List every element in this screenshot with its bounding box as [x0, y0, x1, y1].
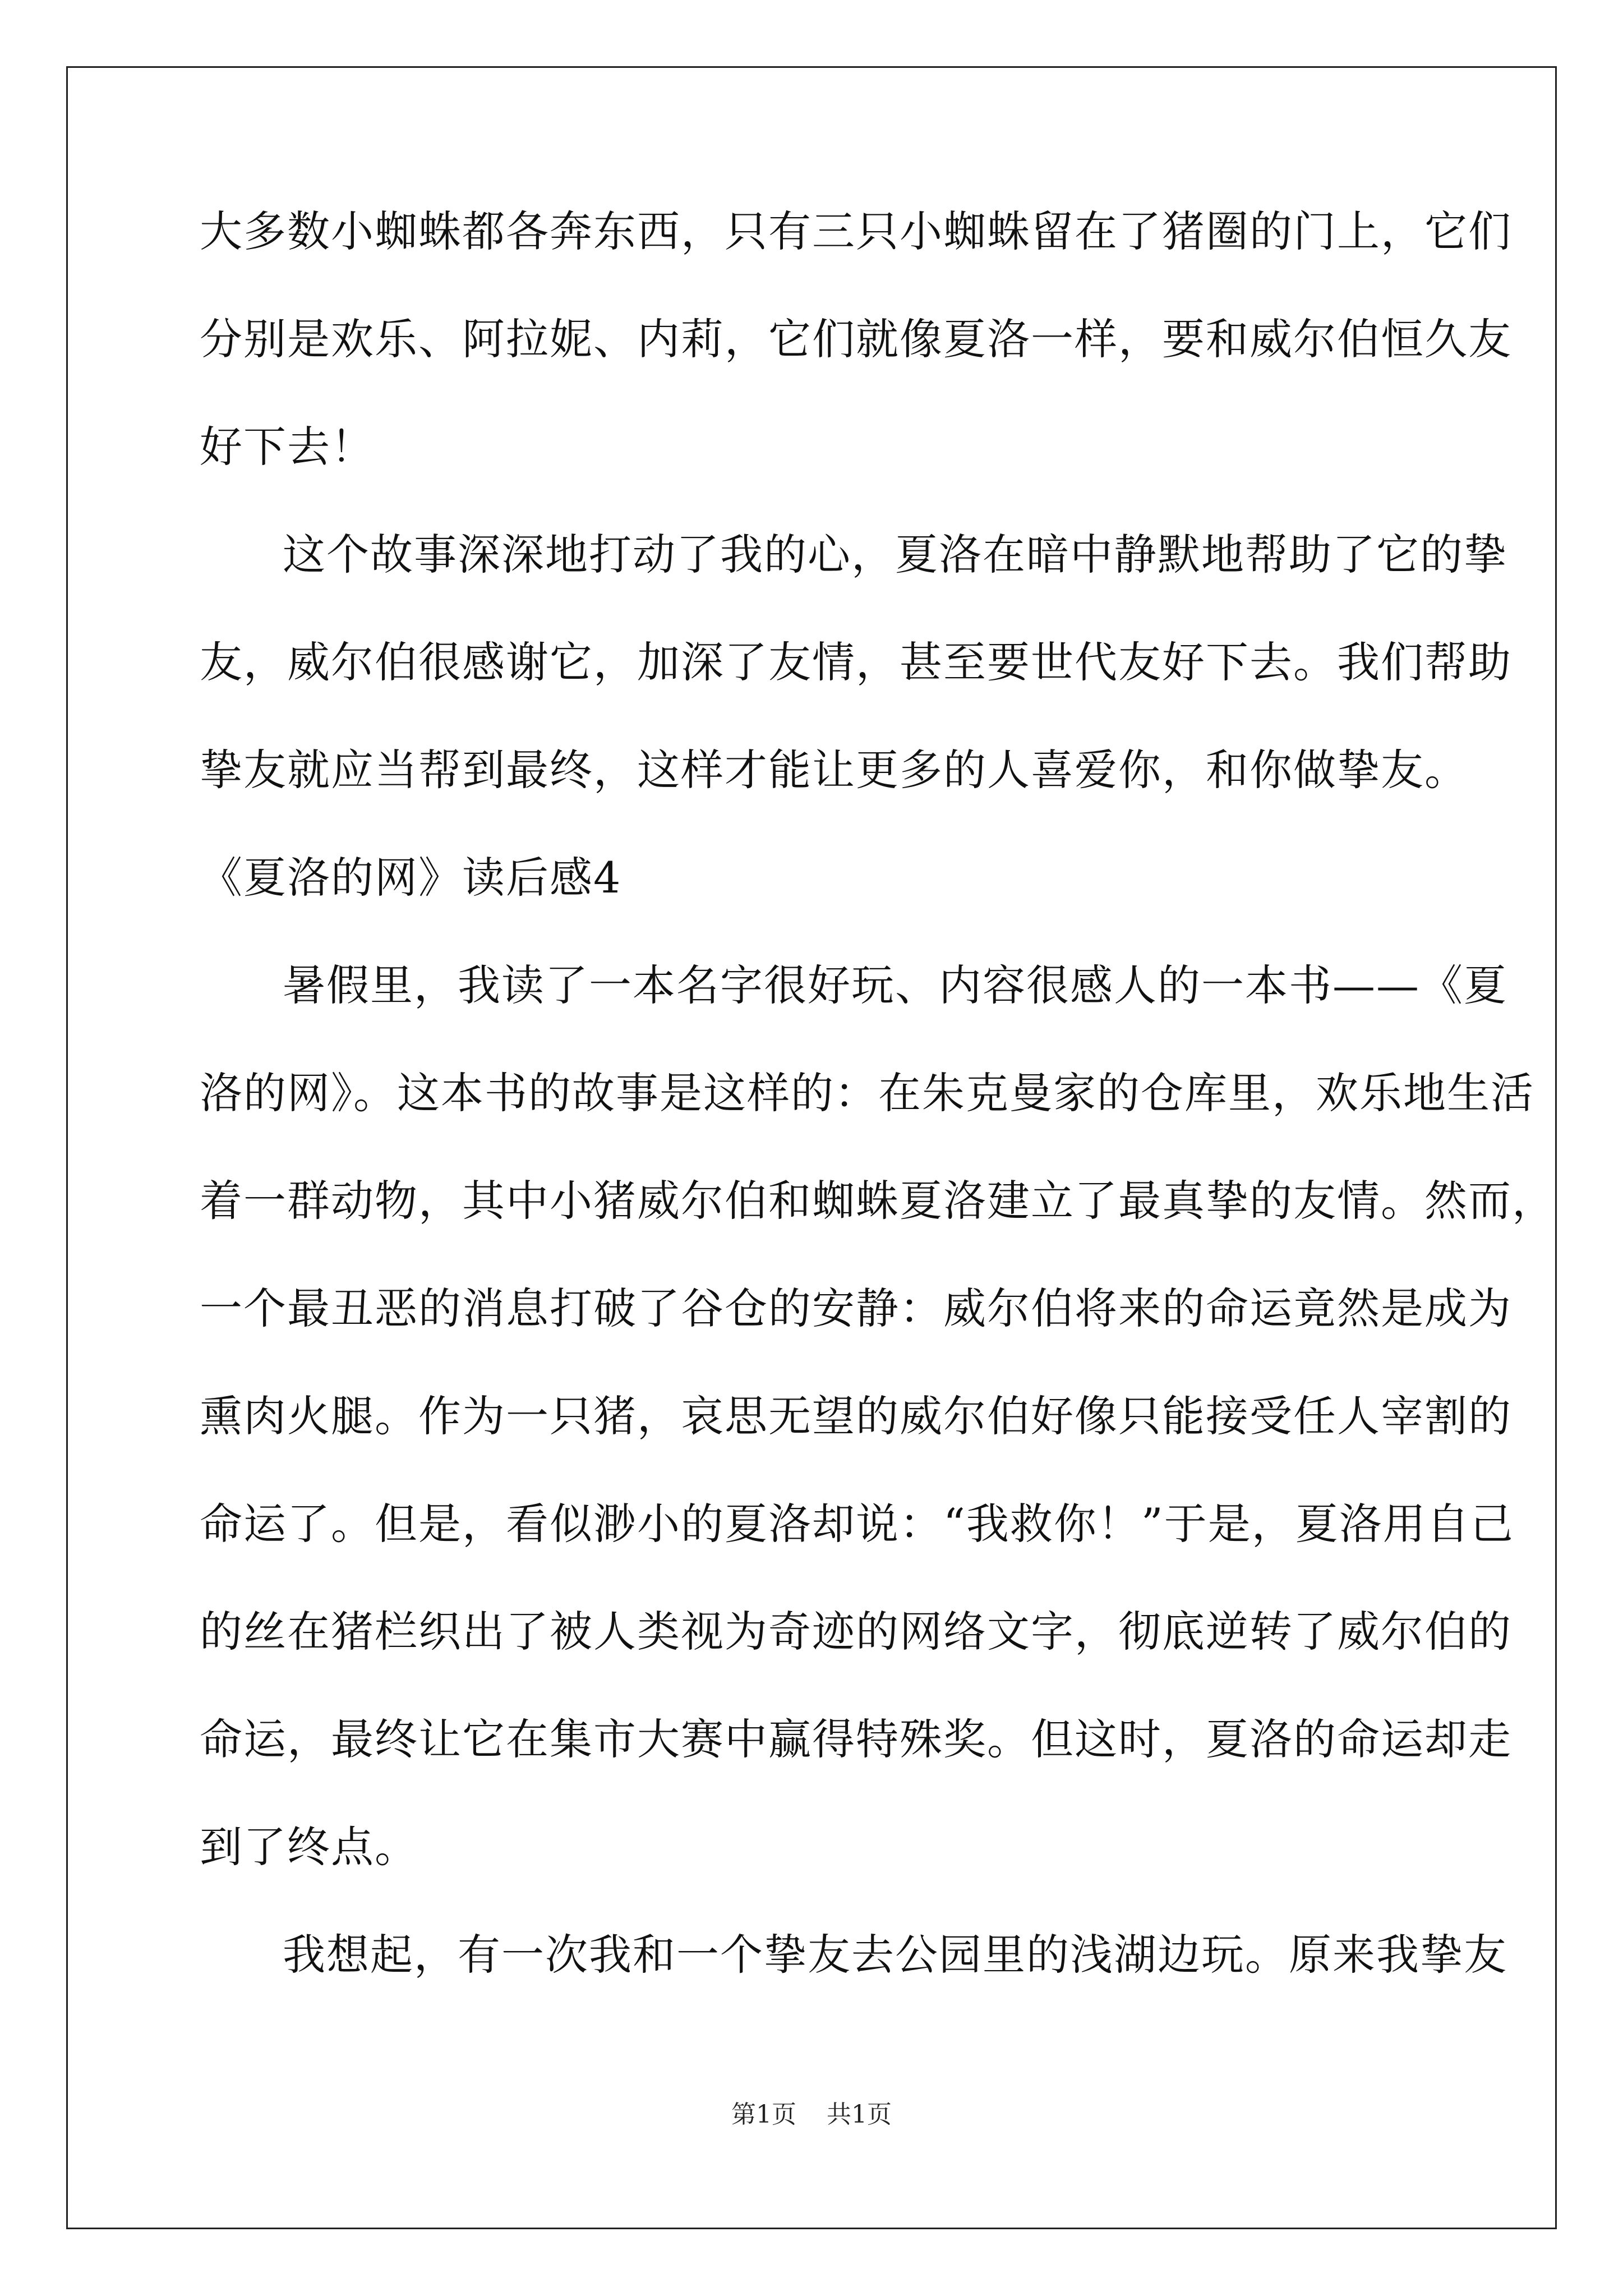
text-line-6: 挚友就应当帮到最终，这样才能让更多的人喜爱你，和你做挚友。: [200, 745, 1468, 795]
text-line-13: 命运了。但是，看似渺小的夏洛却说：“我救你！”于是，夏洛用自己: [200, 1499, 1514, 1549]
text-line-10: 着一群动物，其中小猪威尔伯和蜘蛛夏洛建立了最真挚的友情。然而，: [200, 1176, 1556, 1226]
text-line-2: 分别是欢乐、阿拉妮、内莉，它们就像夏洛一样，要和威尔伯恒久友: [200, 314, 1512, 364]
text-line-1: 大多数小蜘蛛都各奔东西，只有三只小蜘蛛留在了猪圈的门上，它们: [200, 206, 1512, 256]
text-line-5: 友，威尔伯很感谢它，加深了友情，甚至要世代友好下去。我们帮助: [200, 637, 1512, 687]
text-line-11: 一个最丑恶的消息打破了谷仓的安静：威尔伯将来的命运竟然是成为: [200, 1283, 1512, 1333]
text-line-8: 暑假里，我读了一本名字很好玩、内容很感人的一本书——《夏: [283, 960, 1507, 1010]
text-line-16: 到了终点。: [200, 1822, 418, 1872]
text-line-9: 洛的网》。这本书的故事是这样的：在朱克曼家的仓库里，欢乐地生活: [200, 1068, 1534, 1118]
page-footer: [0, 2102, 1623, 2127]
text-line-3: 好下去！: [200, 422, 375, 472]
text-line-17: 我想起，有一次我和一个挚友去公园里的浅湖边玩。原来我挚友: [283, 1930, 1507, 1980]
text-line-14: 的丝在猪栏织出了被人类视为奇迹的网络文字，彻底逆转了威尔伯的: [200, 1607, 1512, 1657]
text-line-12: 熏肉火腿。作为一只猪，哀思无望的威尔伯好像只能接受任人宰割的: [200, 1391, 1512, 1441]
document-body: [200, 206, 1556, 2041]
page-number: 第1页: [731, 2100, 796, 2129]
section-heading: 《夏洛的网》读后感4: [200, 853, 622, 903]
text-line-4: 这个故事深深地打动了我的心，夏洛在暗中静默地帮助了它的挚: [283, 530, 1507, 579]
text-line-15: 命运，最终让它在集市大赛中赢得特殊奖。但这时，夏洛的命运却走: [200, 1714, 1512, 1764]
page-total: 共1页: [827, 2100, 892, 2129]
